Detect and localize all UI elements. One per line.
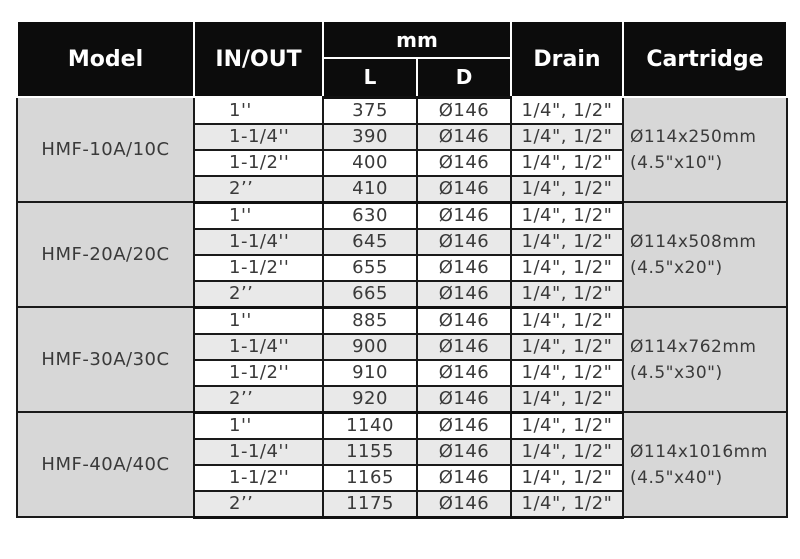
inout-cell: 1-1/4''	[194, 229, 323, 255]
header-cartridge: Cartridge	[623, 21, 787, 97]
drain-cell: 1/4", 1/2"	[511, 491, 623, 518]
cartridge-inches: (4.5"x30")	[630, 362, 723, 383]
diameter-cell: Ø146	[417, 465, 511, 491]
length-cell: 1140	[323, 412, 417, 439]
table-row	[17, 97, 787, 124]
inout-cell: 1''	[194, 202, 323, 229]
inout-cell: 1-1/2''	[194, 150, 323, 176]
diameter-cell: Ø146	[417, 491, 511, 518]
header-diameter: D	[417, 58, 511, 97]
inout-cell: 2’’	[194, 386, 323, 413]
table-row	[17, 307, 787, 334]
inout-cell: 2’’	[194, 176, 323, 203]
diameter-cell: Ø146	[417, 229, 511, 255]
model-cell: HMF-40A/40C	[17, 412, 194, 517]
drain-cell: 1/4", 1/2"	[511, 360, 623, 386]
diameter-cell: Ø146	[417, 360, 511, 386]
drain-cell: 1/4", 1/2"	[511, 202, 623, 229]
diameter-cell: Ø146	[417, 202, 511, 229]
cartridge-inches: (4.5"x40")	[630, 467, 723, 488]
length-cell: 885	[323, 307, 417, 334]
drain-cell: 1/4", 1/2"	[511, 176, 623, 203]
model-cell: HMF-10A/10C	[17, 97, 194, 202]
table-body	[17, 97, 787, 517]
header-model: Model	[17, 21, 194, 97]
drain-cell: 1/4", 1/2"	[511, 386, 623, 413]
cartridge-cell	[623, 412, 787, 517]
diameter-cell: Ø146	[417, 255, 511, 281]
drain-cell: 1/4", 1/2"	[511, 465, 623, 491]
diameter-cell: Ø146	[417, 439, 511, 465]
drain-cell: 1/4", 1/2"	[511, 281, 623, 308]
spec-sheet	[16, 20, 788, 519]
cartridge-cell	[623, 307, 787, 412]
length-cell: 1155	[323, 439, 417, 465]
table-header	[17, 21, 787, 97]
diameter-cell: Ø146	[417, 386, 511, 413]
cartridge-size: Ø114x762mm	[630, 336, 757, 357]
inout-cell: 1-1/4''	[194, 439, 323, 465]
inout-cell: 1''	[194, 97, 323, 124]
inout-cell: 1-1/4''	[194, 124, 323, 150]
diameter-cell: Ø146	[417, 281, 511, 308]
drain-cell: 1/4", 1/2"	[511, 439, 623, 465]
inout-cell: 1''	[194, 307, 323, 334]
length-cell: 390	[323, 124, 417, 150]
length-cell: 920	[323, 386, 417, 413]
drain-cell: 1/4", 1/2"	[511, 124, 623, 150]
cartridge-inches: (4.5"x10")	[630, 152, 723, 173]
cartridge-size: Ø114x1016mm	[630, 441, 768, 462]
diameter-cell: Ø146	[417, 176, 511, 203]
length-cell: 1175	[323, 491, 417, 518]
diameter-cell: Ø146	[417, 150, 511, 176]
diameter-cell: Ø146	[417, 97, 511, 124]
inout-cell: 1-1/2''	[194, 255, 323, 281]
cartridge-inches: (4.5"x20")	[630, 257, 723, 278]
length-cell: 900	[323, 334, 417, 360]
cartridge-size: Ø114x508mm	[630, 231, 757, 252]
model-cell: HMF-20A/20C	[17, 202, 194, 307]
cartridge-cell	[623, 97, 787, 202]
diameter-cell: Ø146	[417, 124, 511, 150]
inout-cell: 1-1/2''	[194, 360, 323, 386]
drain-cell: 1/4", 1/2"	[511, 307, 623, 334]
diameter-cell: Ø146	[417, 334, 511, 360]
spec-table	[16, 20, 788, 519]
length-cell: 655	[323, 255, 417, 281]
header-mm: mm	[323, 21, 511, 58]
length-cell: 645	[323, 229, 417, 255]
header-inout: IN/OUT	[194, 21, 323, 97]
length-cell: 665	[323, 281, 417, 308]
drain-cell: 1/4", 1/2"	[511, 150, 623, 176]
table-row	[17, 412, 787, 439]
drain-cell: 1/4", 1/2"	[511, 229, 623, 255]
inout-cell: 1-1/4''	[194, 334, 323, 360]
cartridge-size: Ø114x250mm	[630, 126, 757, 147]
diameter-cell: Ø146	[417, 307, 511, 334]
inout-cell: 1-1/2''	[194, 465, 323, 491]
length-cell: 400	[323, 150, 417, 176]
drain-cell: 1/4", 1/2"	[511, 412, 623, 439]
length-cell: 910	[323, 360, 417, 386]
model-cell: HMF-30A/30C	[17, 307, 194, 412]
diameter-cell: Ø146	[417, 412, 511, 439]
drain-cell: 1/4", 1/2"	[511, 97, 623, 124]
drain-cell: 1/4", 1/2"	[511, 334, 623, 360]
inout-cell: 2’’	[194, 491, 323, 518]
length-cell: 1165	[323, 465, 417, 491]
length-cell: 410	[323, 176, 417, 203]
length-cell: 375	[323, 97, 417, 124]
inout-cell: 2’’	[194, 281, 323, 308]
inout-cell: 1''	[194, 412, 323, 439]
header-drain: Drain	[511, 21, 623, 97]
header-length: L	[323, 58, 417, 97]
cartridge-cell	[623, 202, 787, 307]
drain-cell: 1/4", 1/2"	[511, 255, 623, 281]
length-cell: 630	[323, 202, 417, 229]
table-row	[17, 202, 787, 229]
